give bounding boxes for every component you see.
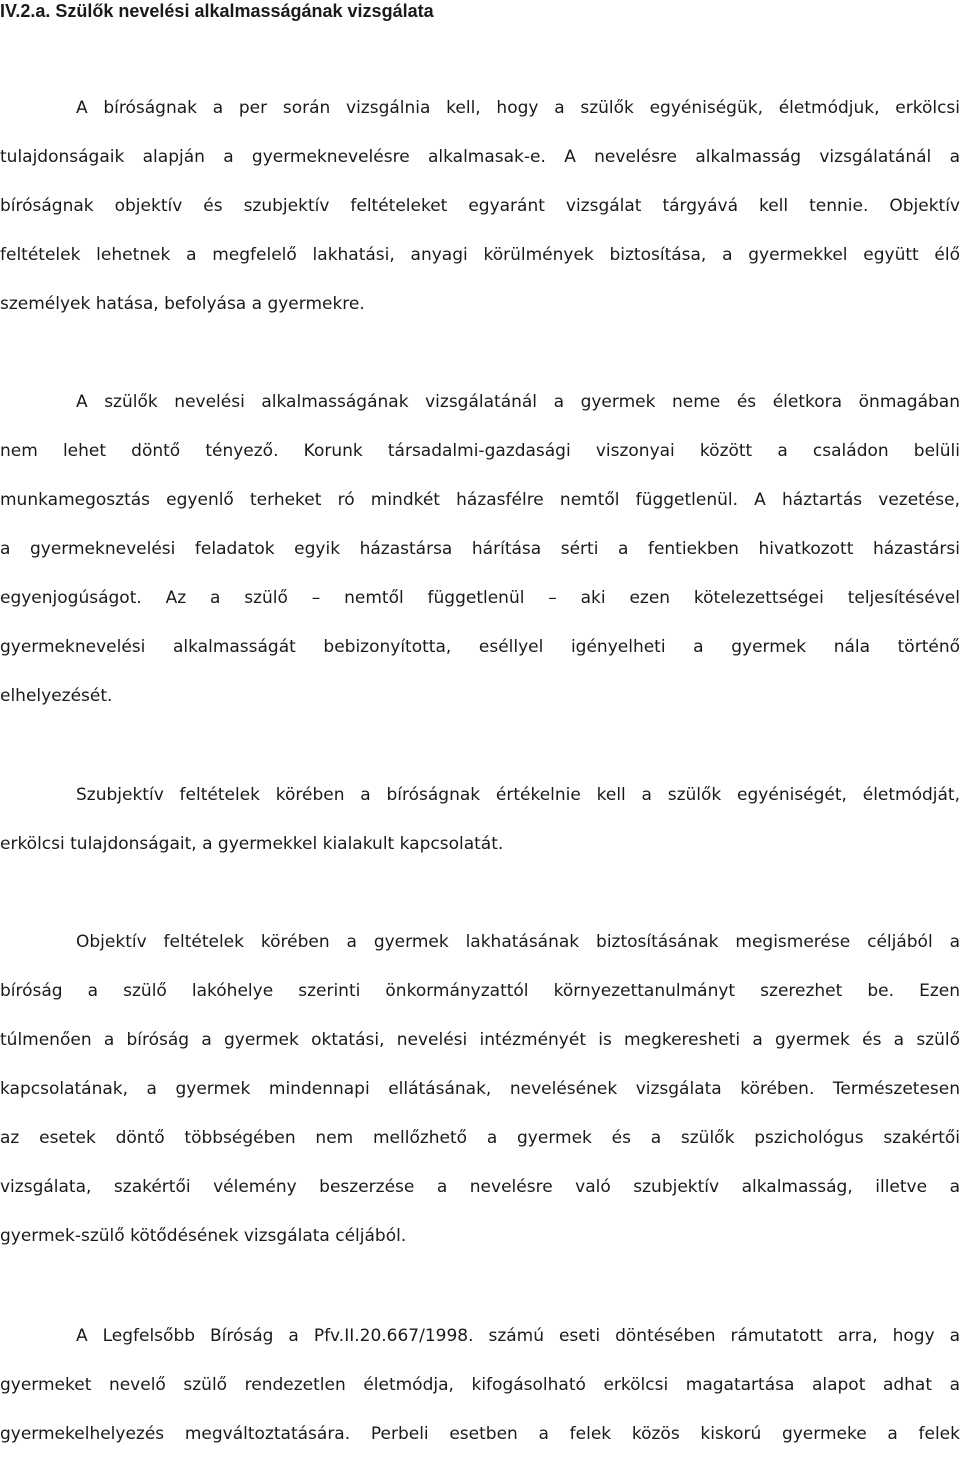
- paragraph-parental-suitability: [0, 84, 960, 329]
- paragraph-supreme-court-decision: [0, 1312, 960, 1459]
- paragraph-line: feltételek lehetnek a megfelelő lakhatási, anyagi körülmények biztosítása, a gyermekkel együtt élő: [0, 245, 960, 265]
- paragraph-line: bíróság a szülő lakóhelye szerinti önkormányzattól környezettanulmányt szerezhet be. Ezen: [0, 981, 960, 1001]
- paragraph-line: a gyermeknevelési feladatok egyik házastársa hárítása sérti a fentiekben hivatkozott házastársi: [0, 539, 960, 559]
- paragraph-line: nem lehet döntő tényező. Korunk társadalmi-gazdasági viszonyai között a családon belüli: [0, 441, 960, 461]
- paragraph-line: tulajdonságaik alapján a gyermeknevelésre alkalmasak-e. A nevelésre alkalmasság vizsgálatánál a: [0, 147, 960, 167]
- paragraph-line: bíróságnak objektív és szubjektív feltételeket egyaránt vizsgálat tárgyává kell tennie. Objektív: [0, 196, 960, 216]
- paragraph-line: A bíróságnak a per során vizsgálnia kell, hogy a szülők egyéniségük, életmódjuk, erkölcsi: [76, 98, 960, 118]
- paragraph-line: személyek hatása, befolyása a gyermekre.: [0, 294, 365, 314]
- paragraph-subjective-conditions: [0, 771, 960, 869]
- paragraph-line: túlmenően a bíróság a gyermek oktatási, nevelési intézményét is megkeresheti a gyermek és a szülő: [0, 1030, 960, 1050]
- paragraph-line: elhelyezését.: [0, 686, 113, 706]
- paragraph-line: gyermeknevelési alkalmasságát bebizonyította, eséllyel igényelheti a gyermek nála történő: [0, 637, 960, 657]
- paragraph-line: egyenjogúságot. Az a szülő – nemtől függetlenül – aki ezen kötelezettségei teljesítésével: [0, 588, 960, 608]
- paragraph-line: munkamegosztás egyenlő terheket ró mindkét házasfélre nemtől függetlenül. A háztartás vezetése,: [0, 490, 960, 510]
- paragraph-line: vizsgálata, szakértői vélemény beszerzése a nevelésre való szubjektív alkalmasság, illetve a: [0, 1177, 960, 1197]
- paragraph-gender-age: [0, 378, 960, 721]
- paragraph-line: kapcsolatának, a gyermek mindennapi ellátásának, nevelésének vizsgálata körében. Természetesen: [0, 1079, 960, 1099]
- paragraph-objective-conditions: [0, 918, 960, 1261]
- paragraph-line: A Legfelsőbb Bíróság a Pfv.II.20.667/1998. számú eseti döntésében rámutatott arra, hogy a: [76, 1326, 960, 1346]
- paragraph-line: erkölcsi tulajdonságait, a gyermekkel kialakult kapcsolatát.: [0, 834, 504, 854]
- paragraph-line: gyermek-szülő kötődésének vizsgálata céljából.: [0, 1226, 407, 1246]
- paragraph-line: gyermekelhelyezés megváltoztatására. Perbeli esetben a felek közös kiskorú gyermeke a felek: [0, 1424, 960, 1444]
- section-heading: IV.2.a. Szülők nevelési alkalmasságának vizsgálata: [0, 1, 434, 21]
- paragraph-line: Szubjektív feltételek körében a bíróságnak értékelnie kell a szülők egyéniségét, életmódját,: [76, 785, 960, 805]
- paragraph-line: gyermeket nevelő szülő rendezetlen életmódja, kifogásolható erkölcsi magatartása alapot adhat a: [0, 1375, 960, 1395]
- paragraph-line: az esetek döntő többségében nem mellőzhető a gyermek és a szülők pszichológus szakértői: [0, 1128, 960, 1148]
- paragraph-line: Objektív feltételek körében a gyermek lakhatásának biztosításának megismerése céljából a: [76, 932, 960, 952]
- paragraph-line: A szülők nevelési alkalmasságának vizsgálatánál a gyermek neme és életkora önmagában: [76, 392, 960, 412]
